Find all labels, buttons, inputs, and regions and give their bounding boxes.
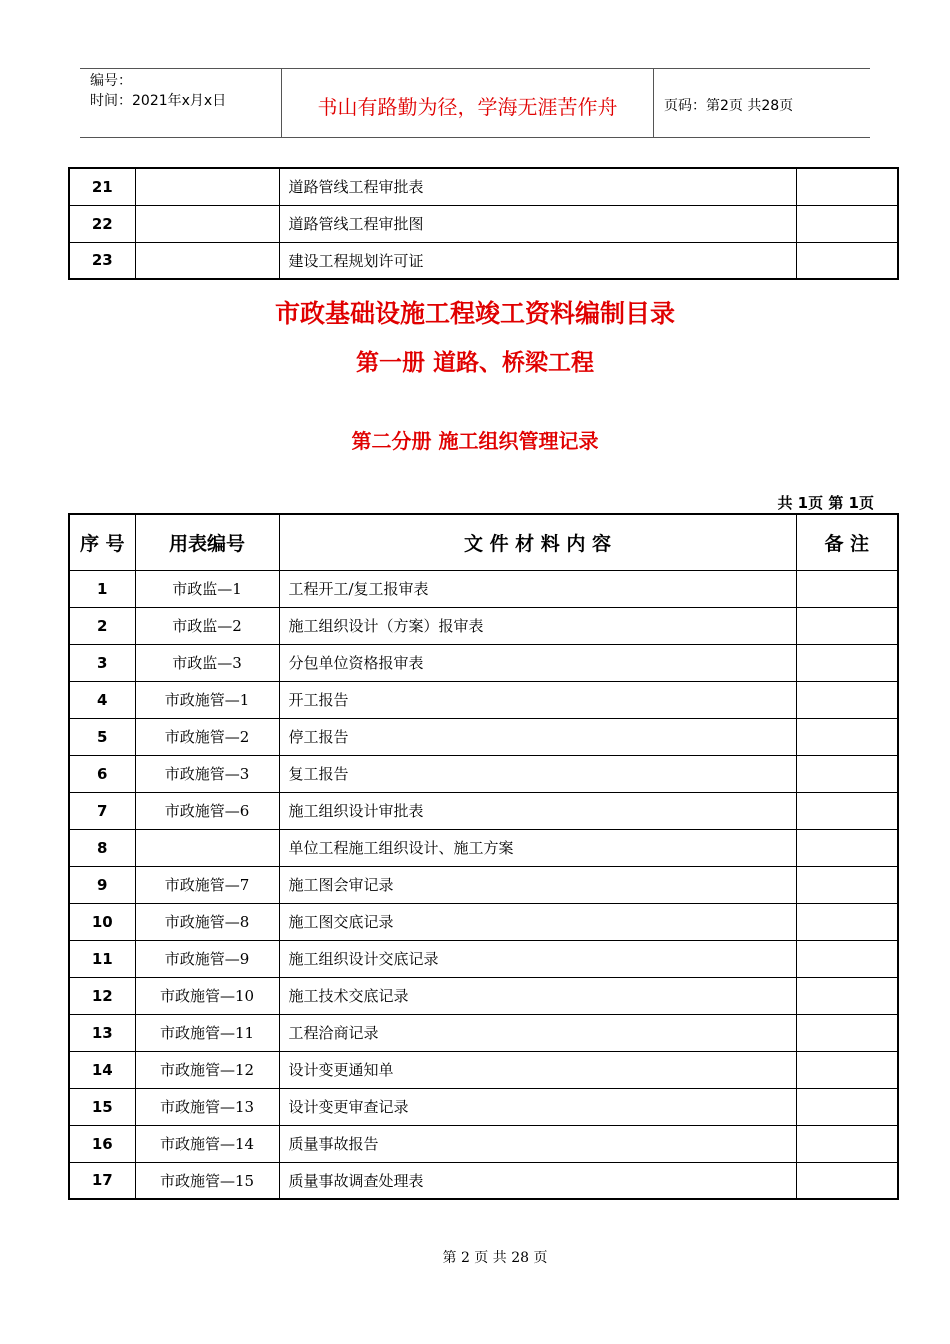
form-code [135,829,279,866]
page-count: 共 1页 第 1页 [777,494,874,512]
row-content: 建设工程规划许可证 [279,242,796,279]
row-number: 16 [69,1125,135,1162]
table-row [69,1088,898,1125]
row-number: 13 [69,1014,135,1051]
form-code: 市政施管—2 [135,718,279,755]
table-row [69,242,898,279]
row-number: 11 [69,940,135,977]
row-remark [796,242,898,279]
form-code: 市政施管—9 [135,940,279,977]
row-content: 开工报告 [279,681,796,718]
form-code: 市政施管—1 [135,681,279,718]
row-remark [796,755,898,792]
row-number: 1 [69,570,135,607]
row-number: 5 [69,718,135,755]
row-remark [796,1125,898,1162]
table-row [69,977,898,1014]
header-seq: 序 号 [69,514,135,570]
header-page-info: 页码：第2页 共28页 [664,98,794,114]
form-code: 市政监—3 [135,644,279,681]
row-content: 施工组织设计审批表 [279,792,796,829]
row-number: 8 [69,829,135,866]
row-content: 质量事故调查处理表 [279,1162,796,1199]
page-footer: 第 2 页 共 28 页 [442,1250,548,1266]
table-row [69,829,898,866]
table-row [69,607,898,644]
row-number: 17 [69,1162,135,1199]
form-code: 市政监—2 [135,607,279,644]
row-number: 14 [69,1051,135,1088]
table-row [69,1051,898,1088]
form-code: 市政施管—3 [135,755,279,792]
row-content: 施工组织设计（方案）报审表 [279,607,796,644]
form-code [135,242,279,279]
row-content: 复工报告 [279,755,796,792]
row-remark [796,977,898,1014]
row-remark [796,681,898,718]
row-remark [796,168,898,205]
row-number: 3 [69,644,135,681]
continuation-table [68,167,899,280]
form-code [135,168,279,205]
form-code: 市政施管—15 [135,1162,279,1199]
row-content: 设计变更通知单 [279,1051,796,1088]
table-row [69,903,898,940]
row-content: 工程开工/复工报审表 [279,570,796,607]
form-code: 市政施管—14 [135,1125,279,1162]
row-number: 15 [69,1088,135,1125]
row-remark [796,718,898,755]
row-remark [796,1162,898,1199]
table-row [69,205,898,242]
table-row [69,866,898,903]
row-remark [796,940,898,977]
form-code: 市政施管—11 [135,1014,279,1051]
table-row [69,755,898,792]
row-content: 分包单位资格报审表 [279,644,796,681]
row-number: 12 [69,977,135,1014]
table-header-row [69,514,898,570]
row-number: 21 [69,168,135,205]
catalog-table [68,513,899,1200]
row-remark [796,829,898,866]
subvolume-title: 第二分册 施工组织管理记录 [351,429,599,453]
table-row [69,168,898,205]
row-remark [796,1014,898,1051]
form-code: 市政施管—12 [135,1051,279,1088]
form-code: 市政施管—8 [135,903,279,940]
form-code: 市政施管—13 [135,1088,279,1125]
volume-title: 第一册 道路、桥梁工程 [355,350,594,376]
row-number: 22 [69,205,135,242]
form-code: 市政施管—10 [135,977,279,1014]
header-motto: 书山有路勤为径，学海无涯苦作舟 [282,69,654,137]
row-number: 10 [69,903,135,940]
row-number: 7 [69,792,135,829]
table-row [69,1014,898,1051]
row-content: 工程洽商记录 [279,1014,796,1051]
table-row [69,681,898,718]
row-number: 6 [69,755,135,792]
row-remark [796,644,898,681]
form-code [135,205,279,242]
page-header [80,68,870,138]
row-content: 道路管线工程审批表 [279,168,796,205]
row-content: 停工报告 [279,718,796,755]
row-remark [796,903,898,940]
table-row [69,792,898,829]
row-number: 2 [69,607,135,644]
table-row [69,1162,898,1199]
row-content: 施工技术交底记录 [279,977,796,1014]
table-row [69,1125,898,1162]
row-remark [796,205,898,242]
row-content: 施工图会审记录 [279,866,796,903]
row-remark [796,792,898,829]
form-code: 市政施管—7 [135,866,279,903]
row-content: 质量事故报告 [279,1125,796,1162]
table-row [69,644,898,681]
row-content: 施工图交底记录 [279,903,796,940]
table-row [69,570,898,607]
row-content: 设计变更审查记录 [279,1088,796,1125]
row-remark [796,1088,898,1125]
row-remark [796,866,898,903]
header-content: 文 件 材 料 内 容 [279,514,796,570]
row-remark [796,1051,898,1088]
catalog-title: 市政基础设施工程竣工资料编制目录 [274,299,675,328]
row-content: 道路管线工程审批图 [279,205,796,242]
row-content: 单位工程施工组织设计、施工方案 [279,829,796,866]
row-number: 4 [69,681,135,718]
document-number-label: 编号： [90,73,132,89]
table-row [69,718,898,755]
row-content: 施工组织设计交底记录 [279,940,796,977]
document-time-label: 时间：2021年x月x日 [90,93,227,109]
header-form-code: 用表编号 [135,514,279,570]
row-remark [796,607,898,644]
header-remarks: 备 注 [796,514,898,570]
table-row [69,940,898,977]
row-number: 23 [69,242,135,279]
header-meta [80,69,282,137]
form-code: 市政监—1 [135,570,279,607]
row-number: 9 [69,866,135,903]
row-remark [796,570,898,607]
form-code: 市政施管—6 [135,792,279,829]
